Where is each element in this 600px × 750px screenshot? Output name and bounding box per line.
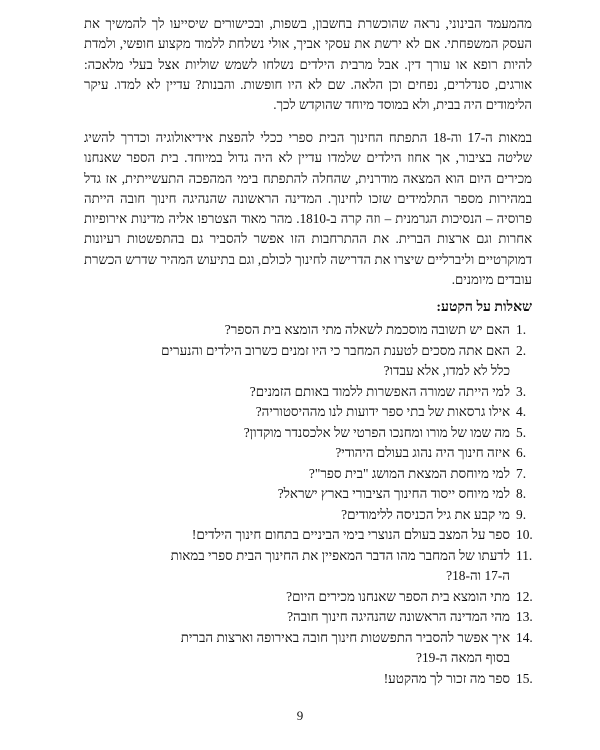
question-number: 8.: [516, 486, 527, 501]
question-number: 2.: [516, 342, 527, 358]
question-number: 1.: [516, 322, 527, 337]
question-item: [68, 423, 538, 444]
question-row: [68, 464, 538, 485]
question-item: [68, 382, 538, 403]
question-text: האם אתה מסכים לטענת המחבר כי היו זמנים כשרוב הילדים והנערים: [161, 342, 510, 358]
question-item: [68, 669, 538, 690]
question-row: [68, 628, 538, 649]
question-row: [68, 423, 538, 444]
question-continuation: בסוף המאה ה-19?: [415, 650, 510, 665]
question-number: 6.: [516, 445, 527, 460]
paragraph-2-text: במאות ה-17 וה-18 התפתח החינוך הבית ספרי ככלי להפצת אידיאולוגיה וכדרך להשיג שליטה בציבור, אך אחוז הילדים שלמדו עדיין לא היה גדול במיוחד. בית הספר שאנחנו מכירים היום הוא המצאה מודרנית, שהחלה להתפתח בימי המהפכה התעשייתית, אז גדל במהירות מספר התלמידים שזכו לחינוך. המדינה הראשונה שהנהיגה חינוך חובה הייתה פרוסיה – הנסיכות הגרמנית – וזה קרה ב-1810. מהר מאוד הצטרפו אליה מדינות אירופיות אחרות וגם ארצות הברית. את ההתרחבות הזו אפשר להסביר גם בהתפשטות רעיונות דמוקרטיים וליברליים שיצרו את הדרישה לחינוך לכולם, וגם בתיעוש המהיר שדרש הכשרת עובדים מיומנים.: [84, 130, 533, 288]
question-continuation: כלל לא למדו, אלא עבדו?: [383, 363, 510, 378]
question-item: [68, 505, 538, 526]
question-text: למי מיוחסת המצאת המושג "בית ספר"?: [308, 465, 510, 481]
questions-heading: שאלות על הקטע:: [436, 300, 532, 315]
question-number: 14.: [516, 629, 533, 645]
question-text: למי הייתה שמורה האפשרות ללמוד באותם הזמנים?: [249, 383, 510, 399]
question-number: 13.: [516, 609, 533, 624]
question-row: [68, 443, 538, 464]
questions-list: [68, 320, 538, 689]
paragraph-1-text: מהמעמד הבינוני, נראה שהוכשרת בחשבון, בשפות, ובכישורים שיסייעו לך להמשיך את העסק המשפחתי. אם לא ירשת את עסקי אביך, אולי נשלחת ללמוד מקצוע חופשי, ולמדת להיות רופא או עורך דין. אבל מרבית הילדים נשלחו לשמש שוליות אצל בעלי מלאכה: אורגים, סנדלרים, נפחים וכן הלאה. שם לא היו חופשות. והבנות? עדיין לא למדו. עיקר הלימודים היה בבית, ולא במוסד מיוחד שהוקדש לכך.: [84, 16, 532, 113]
question-row: [68, 525, 538, 546]
question-row: [68, 382, 538, 403]
question-row: [68, 505, 538, 526]
question-item: [68, 587, 538, 608]
question-number: 4.: [516, 404, 527, 419]
question-row: [68, 484, 538, 505]
question-text: מתי הומצא בית הספר שאנחנו מכירים היום?: [286, 588, 510, 604]
question-item: [68, 341, 538, 382]
question-item: [68, 607, 538, 628]
question-text: איך אפשר להסביר התפשטות חינוך חובה באירופה וארצות הברית: [180, 629, 510, 645]
question-number: 15.: [516, 670, 533, 686]
question-number: 3.: [516, 383, 527, 399]
question-item: [68, 525, 538, 546]
question-text: ספר מה זכור לך מהקטע!: [383, 670, 510, 686]
question-text: האם יש תשובה מוסכמת לשאלה מתי הומצא בית הספר?: [224, 322, 510, 337]
question-text: מי קבע את גיל הכניסה ללימודים?: [341, 506, 510, 522]
question-item: [68, 402, 538, 423]
question-row: [68, 669, 538, 690]
question-row: [68, 546, 538, 567]
paragraph-1: [84, 14, 532, 115]
question-continuation: ה-17 וה-18?: [446, 568, 510, 583]
paragraph-2: [84, 128, 532, 290]
question-row: [68, 320, 538, 341]
question-item: [68, 443, 538, 464]
question-number: 11.: [516, 547, 533, 563]
question-text: ספר על המצב בעולם הנוצרי בימי הביניים בתחום חינוך הילדים!: [191, 527, 510, 542]
question-item: [68, 628, 538, 669]
question-number: 10.: [516, 527, 533, 542]
question-item: [68, 320, 538, 341]
question-number: 5.: [516, 424, 527, 440]
page-number: 9: [296, 708, 304, 723]
question-row: [68, 341, 538, 362]
question-text: למי מיוחס ייסוד החינוך הציבורי בארץ ישראל?: [277, 486, 510, 501]
question-number: 9.: [516, 506, 527, 522]
question-item: [68, 484, 538, 505]
question-text: מה שמו של מורו ומחנכו הפרטי של אלכסנדר מוקדון?: [243, 424, 510, 440]
question-text: לדעתו של המחבר מהו הדבר המאפיין את החינוך הבית ספרי במאות: [170, 547, 510, 563]
question-row: [68, 607, 538, 628]
question-number: 7.: [516, 465, 527, 481]
question-text: איזה חינוך היה נהוג בעולם היהודי?: [335, 445, 510, 460]
question-text: מהי המדינה הראשונה שהנהיגה חינוך חובה?: [287, 609, 510, 624]
question-item: [68, 464, 538, 485]
question-row: [68, 402, 538, 423]
question-text: אילו גרסאות של בתי ספר ידועות לנו מההיסטוריה?: [255, 404, 510, 419]
question-row: [68, 587, 538, 608]
question-item: [68, 546, 538, 587]
question-number: 12.: [516, 588, 533, 604]
